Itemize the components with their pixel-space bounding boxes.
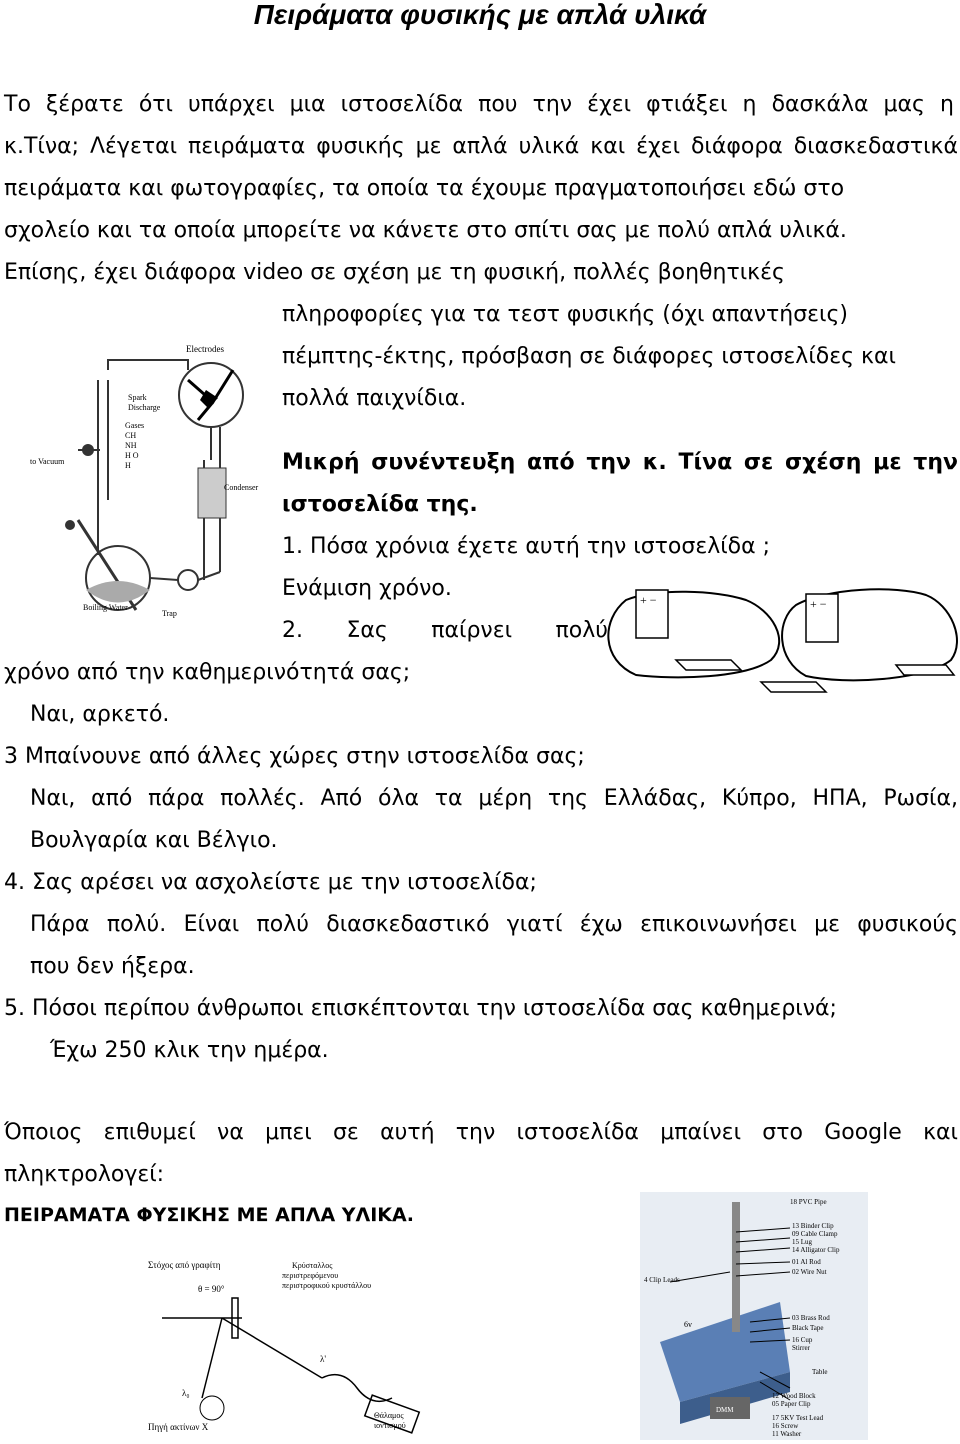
closing-line-1: Όποιος επιθυμεί να μπει σε αυτή την ιστοσελίδα μπαίνει στο Google και xyxy=(4,1120,958,1145)
label-dmm: DMM xyxy=(716,1406,734,1414)
interview-heading-1: Μικρή συνέντευξη από την κ. Τίνα σε σχέση με την xyxy=(282,450,958,475)
search-term: ΠΕΙΡΑΜΑΤΑ ΦΥΣΙΚΗΣ ΜΕ ΑΠΛΑ ΥΛΙΚΑ. xyxy=(4,1204,414,1226)
intro-line-5: Επίσης, έχει διάφορα video σε σχέση με τη φυσική, πολλές βοηθητικές xyxy=(4,260,785,285)
label-crystal-2: περιστρεφόμενου xyxy=(282,1271,339,1280)
spark-discharge-apparatus-figure xyxy=(28,340,278,622)
label-pvc-pipe: 18 PVC Pipe xyxy=(790,1198,827,1206)
label-stirrer: Stirrer xyxy=(792,1344,810,1352)
answer-3-line-1: Ναι, από πάρα πολλές. Από όλα τα μέρη της Ελλάδας, Κύπρο, ΗΠΑ, Ρωσία, xyxy=(30,786,958,811)
label-boiling-water: Boiling Water xyxy=(83,603,128,612)
battery-circuits-figure xyxy=(596,580,960,716)
question-3: 3 Μπαίνουνε από άλλες χώρες στην ιστοσελίδα σας; xyxy=(4,744,585,769)
intro-line-3: πειράματα και φωτογραφίες, τα οποία τα έχουμε πραγματοποιήσει εδώ στο xyxy=(4,176,845,201)
label-lug: 15 Lug xyxy=(792,1238,813,1246)
label-binder-clip: 13 Binder Clip xyxy=(792,1222,834,1230)
label-trap: Trap xyxy=(162,609,177,618)
intro-line-4: σχολείο και τα οποία μπορείτε να κάνετε στο σπίτι σας με πολύ απλά υλικά. xyxy=(4,218,847,243)
label-gases: Gases xyxy=(125,421,145,430)
label-6v: 6v xyxy=(684,1320,692,1329)
svg-text:+ −: + − xyxy=(810,597,827,611)
label-discharge: Discharge xyxy=(128,403,161,412)
question-1: 1. Πόσα χρόνια έχετε αυτή την ιστοσελίδα ; xyxy=(282,534,771,559)
intro-line-1: Το ξέρατε ότι υπάρχει μια ιστοσελίδα που την έχει φτιάξει η δασκάλα μας η xyxy=(4,92,954,117)
intro-line-2: κ.Τίνα; Λέγεται πειράματα φυσικής με απλά υλικά και έχει διάφορα διασκεδαστικά xyxy=(4,134,958,159)
label-al-rod: 01 Al Rod xyxy=(792,1258,821,1266)
label-test-lead: 17 5KV Test Lead xyxy=(772,1414,824,1422)
label-paper-clip: 05 Paper Clip xyxy=(772,1400,811,1408)
question-2-part-2: χρόνο από την καθημερινότητά σας; xyxy=(4,660,411,685)
page-title: Πειράματα φυσικής με απλά υλικά xyxy=(253,0,707,30)
label-h2: H xyxy=(125,461,131,470)
label-h2o: H O xyxy=(125,451,139,460)
label-chamber-2: ιοντισμού xyxy=(374,1421,406,1430)
label-clip-leads: 4 Clip Leads xyxy=(644,1276,680,1284)
label-ch4: CH xyxy=(125,431,137,440)
intro-line-7: πέμπτης-έκτης, πρόσβαση σε διάφορες ιστοσελίδες και xyxy=(282,344,896,369)
intro-line-8: πολλά παιχνίδια. xyxy=(282,386,467,411)
xray-scattering-figure xyxy=(142,1258,432,1438)
label-black-tape: Black Tape xyxy=(792,1324,824,1332)
answer-2: Ναι, αρκετό. xyxy=(30,702,170,727)
intro-line-6: πληροφορίες για τα τεστ φυσικής (όχι απαντήσεις) xyxy=(282,302,848,327)
label-table: Table xyxy=(812,1368,828,1376)
label-chamber-1: Θάλαμος xyxy=(374,1411,404,1420)
label-graphite-target: Στόχος από γραφίτη xyxy=(148,1260,221,1270)
answer-5: Έχω 250 κλικ την ημέρα. xyxy=(50,1038,329,1063)
label-cup: 16 Cup xyxy=(792,1336,813,1344)
answer-1: Ενάμιση χρόνο. xyxy=(282,576,452,601)
label-alligator-clip: 14 Alligator Clip xyxy=(792,1246,840,1254)
svg-text:+ −: + − xyxy=(640,593,657,607)
label-lambda-0: λ₀ xyxy=(182,1388,190,1398)
label-condenser: Condenser xyxy=(224,483,259,492)
question-5: 5. Πόσοι περίπου άνθρωποι επισκέπτονται την ιστοσελίδα σας καθημερινά; xyxy=(4,996,837,1021)
label-lambda-prime: λ' xyxy=(320,1354,326,1364)
question-2-part-1: 2. Σας παίρνει πολύ xyxy=(282,618,608,643)
label-vacuum: to Vacuum xyxy=(30,457,65,466)
label-crystal-3: περιστροφικού κρυστάλλου xyxy=(282,1281,372,1290)
label-spark: Spark xyxy=(128,393,147,402)
interview-heading-2: ιστοσελίδα της. xyxy=(282,492,478,517)
electrostatic-motor-figure xyxy=(640,1192,868,1440)
label-xray-source: Πηγή ακτίνων Χ xyxy=(148,1422,209,1432)
label-crystal-1: Κρύσταλλος xyxy=(292,1261,333,1270)
label-theta: θ = 90° xyxy=(198,1284,225,1294)
label-cable-clamp: 09 Cable Clamp xyxy=(792,1230,838,1238)
answer-4-line-2: που δεν ήξερα. xyxy=(30,954,195,979)
label-washer: 11 Washer xyxy=(772,1430,802,1438)
label-nh3: NH xyxy=(125,441,137,450)
label-screw: 16 Screw xyxy=(772,1422,799,1430)
closing-line-2: πληκτρολογεί: xyxy=(4,1162,165,1187)
label-wire-nut: 02 Wire Nut xyxy=(792,1268,827,1276)
question-4: 4. Σας αρέσει να ασχολείστε με την ιστοσελίδα; xyxy=(4,870,537,895)
label-brass-rod: 03 Brass Rod xyxy=(792,1314,830,1322)
answer-4-line-1: Πάρα πολύ. Είναι πολύ διασκεδαστικό γιατί έχω επικοινωνήσει με φυσικούς xyxy=(30,912,958,937)
label-electrodes: Electrodes xyxy=(186,344,224,354)
label-wood-block: 12 Wood Block xyxy=(772,1392,816,1400)
answer-3-line-2: Βουλγαρία και Βέλγιο. xyxy=(30,828,278,853)
